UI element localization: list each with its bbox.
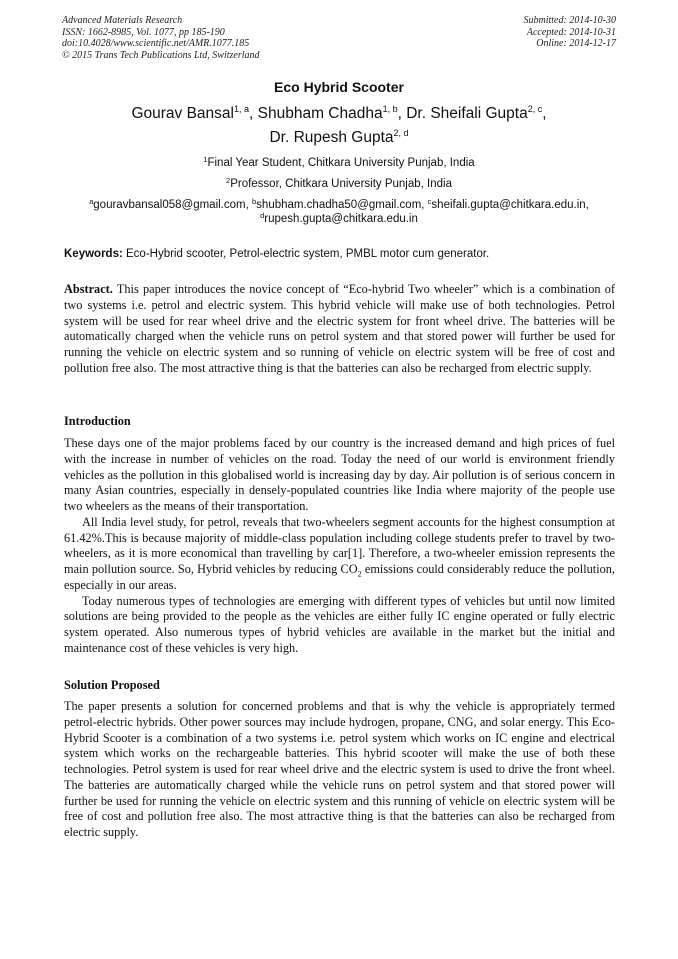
affiliation-sup: 1 xyxy=(203,155,208,164)
author-name: Dr. Rupesh Gupta xyxy=(269,129,394,146)
email-sup: d xyxy=(260,210,265,220)
abstract xyxy=(64,282,615,377)
email-d: rupesh.gupta@chitkara.edu.in xyxy=(264,212,418,225)
affiliation-text: Professor, Chitkara University Punjab, India xyxy=(230,178,452,190)
email-b: shubham.chadha50@gmail.com xyxy=(256,199,422,211)
solution-paragraph-1: The paper presents a solution for concerned problems and that is why the vehicle is appropriately termed petrol-electric hybrids. Other power sources may include hydrogen, propane, CNG, and solar energy. This Eco-Hybrid Scooter is a combination of a two systems i.e. petrol system which works on IC engine and electrical system which works on the rechargeable batteries. This hybrid scooter will make the use of both these technologies. Petrol system is used for rear wheel drive and the electric system is used to drive the front wheel. The batteries are automatically charged while the vehicle runs on petrol system and that stored power will further be used for running the vehicle on electric system and this running of vehicle on electric system will be free of cost and pollution free also. The most attractive thing is that the batteries can also be recharged from electric supply. xyxy=(64,699,615,839)
keywords xyxy=(64,248,616,260)
affiliation-1 xyxy=(0,157,678,169)
abstract-text: This paper introduces the novice concept of “Eco-hybrid Two wheeler” which is a combination of two systems i.e. petrol and electric system. This hybrid vehicle will make use of both technologies. Petrol system will be used for rear wheel drive and the electric system for front wheel drive. The batteries will be automatically charged when the vehicle runs on petrol system and that stored power will further be used for running the vehicle on electric system and so running of vehicle on electric system will be free of cost and pollution free also. The most attractive thing is that the batteries can also be recharged from electric supply. xyxy=(64,282,615,375)
abstract-label: Abstract. xyxy=(64,282,113,296)
author-name: Shubham Chadha xyxy=(257,105,383,122)
journal-header xyxy=(62,15,616,61)
affiliation-sup: 2 xyxy=(226,176,231,185)
solution-body xyxy=(64,699,615,841)
submitted-date: Submitted: 2014-10-30 xyxy=(523,15,616,26)
email-line-2 xyxy=(62,210,616,227)
author-sup: 1, b xyxy=(382,104,398,114)
co2-subscript: 2 xyxy=(357,569,362,579)
affiliation-2 xyxy=(0,178,678,190)
author-list xyxy=(0,102,678,150)
paper-title: Eco Hybrid Scooter xyxy=(274,79,404,95)
solution-heading: Solution Proposed xyxy=(64,678,160,692)
author-sup: 2, c xyxy=(527,104,543,114)
author-name: Gourav Bansal xyxy=(131,105,234,122)
keywords-text: Eco-Hybrid scooter, Petrol-electric system, PMBL motor cum generator. xyxy=(126,248,490,260)
email-sup: b xyxy=(252,197,257,206)
online-date: Online: 2014-12-17 xyxy=(536,38,616,50)
header-left xyxy=(62,15,260,61)
email-line-1: $^a$gouravbansal058@gmail.com, $^b$shubham.chadha50@gmail.com, $^c$sheifali.gupta@chitkara.edu.in, xyxy=(89,197,589,211)
author-sup: 2, d xyxy=(393,128,409,138)
email-list xyxy=(62,199,616,226)
accepted-date: Accepted: 2014-10-31 xyxy=(526,26,616,38)
journal-doi: doi:10.4028/www.scientific.net/AMR.1077.185 xyxy=(62,38,250,50)
author-name: Dr. Sheifali Gupta xyxy=(406,105,528,122)
intro-paragraph-3: Today numerous types of technologies are emerging with different types of vehicles but until now limited solutions are being provided to the people as the vehicles are either fully IC engine operated or fully electric system operated. Also numerous types of hybrid vehicles are available in the market but the initial and maintenance cost of these vehicles is very high. xyxy=(64,593,615,655)
author-sup: 1, a xyxy=(233,104,249,114)
email-c: sheifali.gupta@chitkara.edu.in xyxy=(431,199,586,211)
journal-issn: ISSN: 1662-8985, Vol. 1077, pp 185-190 xyxy=(62,26,225,38)
affiliation-text: Final Year Student, Chitkara University Punjab, India xyxy=(207,157,475,169)
author-line-2 xyxy=(0,126,678,150)
journal-copyright: © 2015 Trans Tech Publications Ltd, Switzerland xyxy=(62,49,260,61)
intro-p2-text-b: emissions could considerably reduce the pollution, especially in our areas. xyxy=(64,562,615,592)
intro-p2-text-a: All India level study, for petrol, reveals that two-wheelers segment accounts for the highest consumption at 61.42%.This is because majority of middle-class population including college students prefer to travel by two-wheelers, as it is more economical than travelling by car[1]. Therefore, a two-wheeler emission represents the main pollution source. So, Hybrid vehicles by reducing CO xyxy=(64,514,615,576)
intro-paragraph-1: These days one of the major problems faced by our country is the increased demand and high prices of fuel with the increase in number of vehicles on the road. Today the need of our world is environment friendly vehicles as the pollution in this globalised world is increasing day by day. Air pollution is of serious concern in many Asian countries, especially in densely-populated countries like India where majority of the people use two wheelers as the means of their transportation. xyxy=(64,436,615,513)
author-line-1: Gourav Bansal$^{1, a}$, Shubham Chadha$^{1, b}$, Dr. Sheifali Gupta$^{2, c}$, xyxy=(131,104,547,122)
email-a: gouravbansal058@gmail.com xyxy=(93,199,246,211)
introduction-body xyxy=(64,436,615,657)
email-sup: c xyxy=(427,197,432,206)
journal-name: Advanced Materials Research xyxy=(62,15,183,26)
abstract-paragraph xyxy=(64,282,615,377)
intro-paragraph-2 xyxy=(64,515,615,594)
introduction-heading: Introduction xyxy=(64,414,131,428)
email-sup: a xyxy=(89,197,94,206)
keywords-label: Keywords: xyxy=(64,248,123,260)
header-right xyxy=(524,15,617,50)
